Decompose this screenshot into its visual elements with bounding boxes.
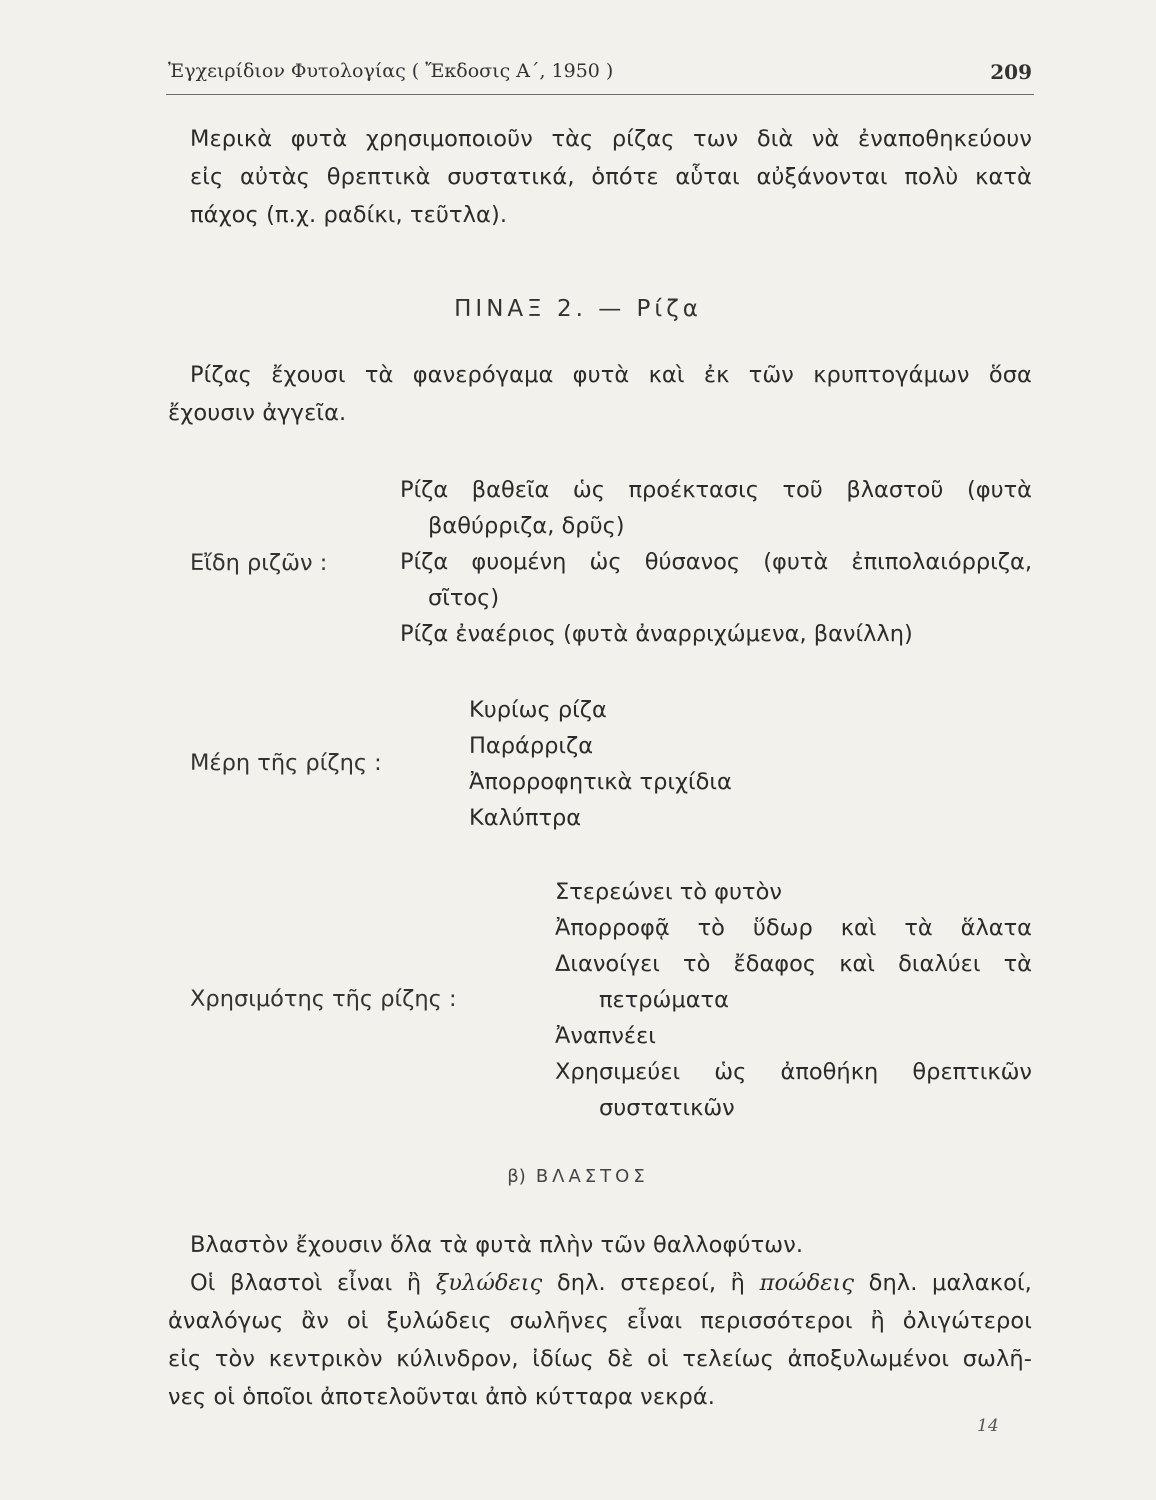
root-type-line: Ρίζα ἐναέριος (φυτὰ ἀναρριχώμενα, βανίλλη)	[400, 621, 913, 647]
root-use-line: πετρώματα	[599, 987, 729, 1013]
root-usefulness-list	[555, 874, 1032, 1126]
root-usefulness-label: Χρησιμότης τῆς ρίζης :	[190, 986, 457, 1012]
subheading-title: ΒΛΑΣΤΟΣ	[535, 1166, 649, 1187]
stem-line-1: Βλαστὸν ἔχουσιν ὅλα τὰ φυτὰ πλὴν τῶν θαλλοφύτων.	[190, 1232, 804, 1258]
root-part-line: Παράρριζα	[469, 733, 594, 759]
root-type-line: Ρίζα φυομένη ὡς θύσανος (φυτὰ ἐπιπολαιόρριζα,	[400, 549, 1032, 575]
intro-paragraph	[190, 120, 1032, 234]
intro-line-2: εἰς αὐτὰς θρεπτικὰ συστατικά, ὁπότε αὗται αὐξάνονται πολὺ κατὰ	[190, 164, 1032, 190]
root-use-line: συστατικῶν	[599, 1095, 735, 1121]
root-use-line: Ἀναπνέει	[555, 1023, 656, 1049]
root-use-line: Χρησιμεύει ὡς ἀποθήκη θρεπτικῶν	[555, 1059, 1032, 1085]
page-number: 209	[990, 60, 1032, 84]
subheading-letter: β)	[507, 1166, 526, 1187]
stem-line-5: νες οἱ ὁποῖοι ἀποτελοῦνται ἀπὸ κύτταρα νεκρά.	[168, 1384, 716, 1410]
stem-line-4: εἰς τὸν κεντρικὸν κύλινδρον, ἰδίως δὲ οἱ τελείως ἀποξυλωμένοι σωλῆ-	[168, 1346, 1032, 1372]
root-use-line: Διανοίγει τὸ ἔδαφος καὶ διαλύει τὰ	[555, 951, 1032, 977]
root-type-line: Ρίζα βαθεῖα ὡς προέκτασις τοῦ βλαστοῦ (φυτὰ	[400, 477, 1032, 503]
stem-line-3: ἀναλόγως ἂν οἱ ξυλώδεις σωλῆνες εἶναι περισσότεροι ἢ ὀλιγώτεροι	[168, 1308, 1032, 1334]
root-part-line: Κυρίως ρίζα	[469, 697, 607, 723]
root-part-line: Καλύπτρα	[469, 805, 582, 831]
root-use-line: Ἀπορροφᾷ τὸ ὕδωρ καὶ τὰ ἅλατα	[555, 915, 1032, 941]
term-herbaceous: ποώδεις	[759, 1270, 855, 1296]
root-types-list	[400, 472, 1032, 652]
root-parts-list	[469, 692, 969, 836]
header-rule	[166, 94, 1034, 95]
section-subheading	[0, 1166, 1156, 1187]
root-type-line: βαθύρριζα, δρῦς)	[428, 513, 625, 539]
term-woody: ξυλώδεις	[435, 1270, 543, 1296]
table-heading: ΠΙΝΑΞ 2. — Ρίζα	[454, 296, 702, 322]
running-head-title: Ἐγχειρίδιον Φυτολογίας ( Ἔκδοσις Α΄, 1950 )	[168, 60, 614, 82]
table-intro-line-1: Ρίζας ἔχουσι τὰ φανερόγαμα φυτὰ καὶ ἐκ τῶν κρυπτογάμων ὅσα	[190, 362, 1032, 388]
stem-line-2-b: δηλ. στερεοί, ἢ	[556, 1270, 746, 1296]
root-types-label: Εἴδη ριζῶν :	[190, 550, 328, 576]
table-intro-line-2: ἔχουσιν ἀγγεῖα.	[168, 400, 347, 426]
table-intro-paragraph	[168, 356, 1032, 432]
signature-mark: 14	[977, 1416, 999, 1436]
root-part-line: Ἀπορροφητικὰ τριχίδια	[469, 769, 732, 795]
stem-line-2	[168, 1264, 1032, 1302]
intro-line-3: πάχος (π.χ. ραδίκι, τεῦτλα).	[190, 202, 508, 228]
root-use-line: Στερεώνει τὸ φυτὸν	[555, 879, 782, 905]
stem-line-2-c: δηλ. μαλακοί,	[868, 1270, 1032, 1296]
stem-line-2-a: Οἱ βλαστοὶ εἶναι ἢ	[190, 1270, 422, 1296]
stem-paragraph	[168, 1226, 1032, 1416]
root-parts-label: Μέρη τῆς ρίζης :	[190, 750, 382, 776]
root-type-line: σῖτος)	[428, 585, 500, 611]
running-head	[168, 60, 1032, 90]
intro-line-1: Μερικὰ φυτὰ χρησιμοποιοῦν τὰς ρίζας των διὰ νὰ ἐναποθηκεύουν	[190, 126, 1032, 152]
